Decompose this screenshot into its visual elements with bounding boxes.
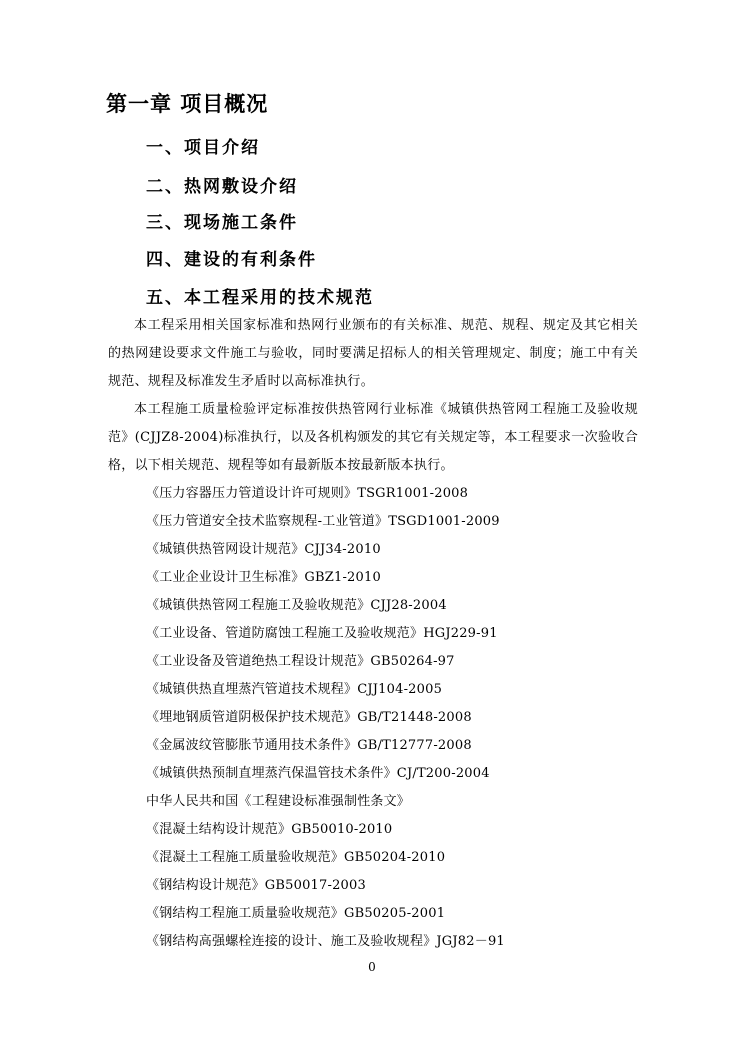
- section-heading-3: 三、现场施工条件: [146, 213, 298, 233]
- standard-item: 《混凝土结构设计规范》GB50010-2010: [146, 822, 393, 837]
- standard-item: 《压力容器压力管道设计许可规则》TSGR1001-2008: [146, 486, 469, 501]
- standard-item: 《钢结构设计规范》GB50017-2003: [146, 878, 366, 893]
- standard-item: 《金属波纹管膨胀节通用技术条件》GB/T12777-2008: [146, 738, 472, 753]
- standard-item: 《工业设备、管道防腐蚀工程施工及验收规范》HGJ229-91: [146, 626, 498, 641]
- standard-item: 《埋地钢质管道阴极保护技术规范》GB/T21448-2008: [146, 710, 472, 725]
- section-heading-5: 五、本工程采用的技术规范: [146, 288, 374, 308]
- standard-item: 《城镇供热预制直埋蒸汽保温管技术条件》CJ/T200-2004: [146, 766, 490, 781]
- section-heading-2: 二、热网敷设介绍: [146, 177, 298, 197]
- standard-item: 《压力管道安全技术监察规程-工业管道》TSGD1001-2009: [146, 514, 500, 529]
- standard-item: 《混凝土工程施工质量验收规范》GB50204-2010: [146, 850, 446, 865]
- standards-list: [146, 480, 505, 956]
- standard-item: 《钢结构高强螺栓连接的设计、施工及验收规程》JGJ82－91: [146, 934, 505, 949]
- standard-item: 《工业设备及管道绝热工程设计规范》GB50264-97: [146, 654, 455, 669]
- page-number: 0: [368, 960, 376, 974]
- standard-item: 《城镇供热管网设计规范》CJJ34-2010: [146, 542, 381, 557]
- paragraph-standards-compliance: 本工程采用相关国家标准和热网行业颁布的有关标准、规范、规程、规定及其它相关的热网建设要求文件施工与验收，同时要满足招标人的相关管理规定、制度；施工中有关规范、规程及标准发生矛盾时以高标准执行。: [108, 318, 638, 389]
- section-heading-1: 一、项目介绍: [146, 138, 260, 158]
- standard-item: 中华人民共和国《工程建设标准强制性条文》: [146, 794, 411, 809]
- chapter-title: 第一章 项目概况: [106, 92, 269, 116]
- section-heading-4: 四、建设的有利条件: [146, 250, 317, 270]
- standard-item: 《钢结构工程施工质量验收规范》GB50205-2001: [146, 906, 446, 921]
- standard-item: 《城镇供热管网工程施工及验收规范》CJJ28-2004: [146, 598, 447, 613]
- standard-item: 《工业企业设计卫生标准》GBZ1-2010: [146, 570, 381, 585]
- paragraph-quality-acceptance: 本工程施工质量检验评定标准按供热管网行业标准《城镇供热管网工程施工及验收规范》(CJJZ8-2004)标准执行，以及各机构颁发的其它有关规定等，本工程要求一次验收合格，以下相关规范、规程等如有最新版本按最新版本执行。: [108, 402, 638, 473]
- standard-item: 《城镇供热直埋蒸汽管道技术规程》CJJ104-2005: [146, 682, 443, 697]
